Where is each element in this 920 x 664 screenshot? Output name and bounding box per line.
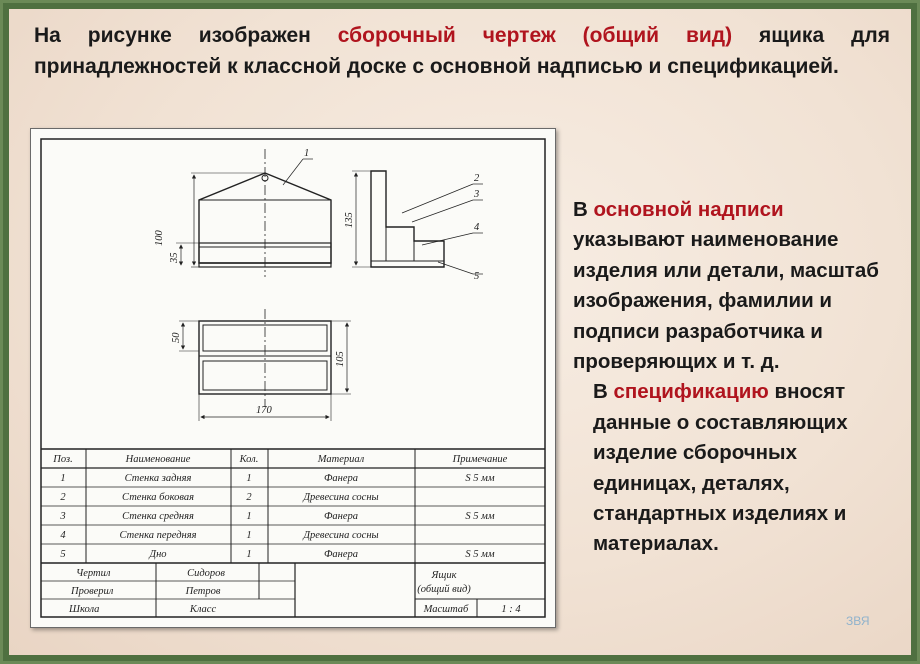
intro-text-end: ящика для принадлежностей к классной доске с основной надписью и спецификацией. [34,24,890,78]
dim-35: 35 [169,252,180,263]
spec-cell-note: S 5 мм [465,511,495,522]
spec-cell-qty: 1 [246,473,252,484]
dim-100: 100 [154,230,165,246]
drawing-border [41,139,545,617]
title-school-label: Школа [69,604,100,615]
assembly-drawing [30,128,556,628]
callout-4: 4 [474,222,480,233]
title-product-line1: Ящик [431,570,457,581]
intro-paragraph [34,20,890,82]
spec-row [60,530,378,541]
dim-170: 170 [256,405,272,416]
spec-header-material: Материал [317,454,365,465]
explanation-text [573,195,893,560]
watermark: ЗВЯ [846,614,870,628]
spec-cell-material: Фанера [323,511,359,522]
title-drew-name: Сидоров [187,568,225,579]
spec-cell-material: Древесина сосны [303,492,379,503]
title-class-label: Класс [189,604,217,615]
spec-cell-name: Стенка средняя [122,511,194,522]
spec-header-note: Примечание [452,454,508,465]
dim-105: 105 [335,351,346,367]
p2-start: В [593,380,614,404]
front-view [176,149,331,277]
spec-cell-pos: 2 [60,492,66,503]
spec-cell-pos: 3 [60,511,66,522]
spec-cell-pos: 5 [60,549,66,560]
spec-cell-qty: 1 [246,530,252,541]
callout-1: 1 [304,148,310,159]
callout-2: 2 [474,173,480,184]
spec-cell-name: Стенка передняя [119,530,197,541]
spec-row [60,492,378,503]
spec-cell-name: Дно [149,549,167,560]
p2-highlight: спецификацию [613,380,769,404]
spec-cell-material: Древесина сосны [303,530,379,541]
title-checked-name: Петров [185,586,221,597]
spec-header-qty: Кол. [239,454,259,465]
spec-cell-note: S 5 мм [465,549,495,560]
spec-cell-qty: 1 [246,511,252,522]
side-view [352,171,473,274]
specification-paragraph [573,377,893,559]
spec-cell-qty: 1 [246,549,252,560]
title-scale-value: 1 : 4 [501,604,521,615]
intro-text-start: На рисунке изображен [34,24,338,47]
p1-end: указывают наименование изделия или детали, масштаб изображения, фамилии и подписи разработчика и проверяющих и т. д. [573,228,879,374]
spec-cell-name: Стенка задняя [124,473,192,484]
p1-highlight: основной надписи [593,198,784,221]
spec-row [59,511,494,522]
spec-cell-material: Фанера [323,473,359,484]
spec-row [60,549,494,560]
spec-cell-qty: 2 [246,492,252,503]
callout-shelves [303,159,483,274]
spec-header-name: Наименование [125,454,191,465]
drawing-svg [31,129,555,627]
dim-135: 135 [344,212,355,228]
callout-5: 5 [474,271,480,282]
title-product-line2: (общий вид) [417,584,471,595]
title-scale-label: Масштаб [423,604,469,615]
dim-50: 50 [171,332,182,343]
spec-cell-material: Фанера [323,549,359,560]
spec-cell-pos: 4 [60,530,66,541]
spec-table-grid [41,449,545,563]
title-checked-label: Проверил [71,586,114,597]
spec-cell-note: S 5 мм [465,473,495,484]
spec-header-pos: Поз. [53,454,73,465]
p2-end: вносят данные о составляющих изделие сборочных единицах, деталях, стандартных изделиях и материалах. [593,380,848,556]
callout-3: 3 [474,189,480,200]
intro-highlight: сборочный чертеж (общий вид) [337,24,733,47]
title-block-paragraph [573,195,893,377]
spec-cell-name: Стенка боковая [122,492,194,503]
spec-row [60,473,494,484]
title-drew-label: Чертил [76,568,111,579]
p1-start: В [573,198,594,221]
spec-cell-pos: 1 [60,473,66,484]
